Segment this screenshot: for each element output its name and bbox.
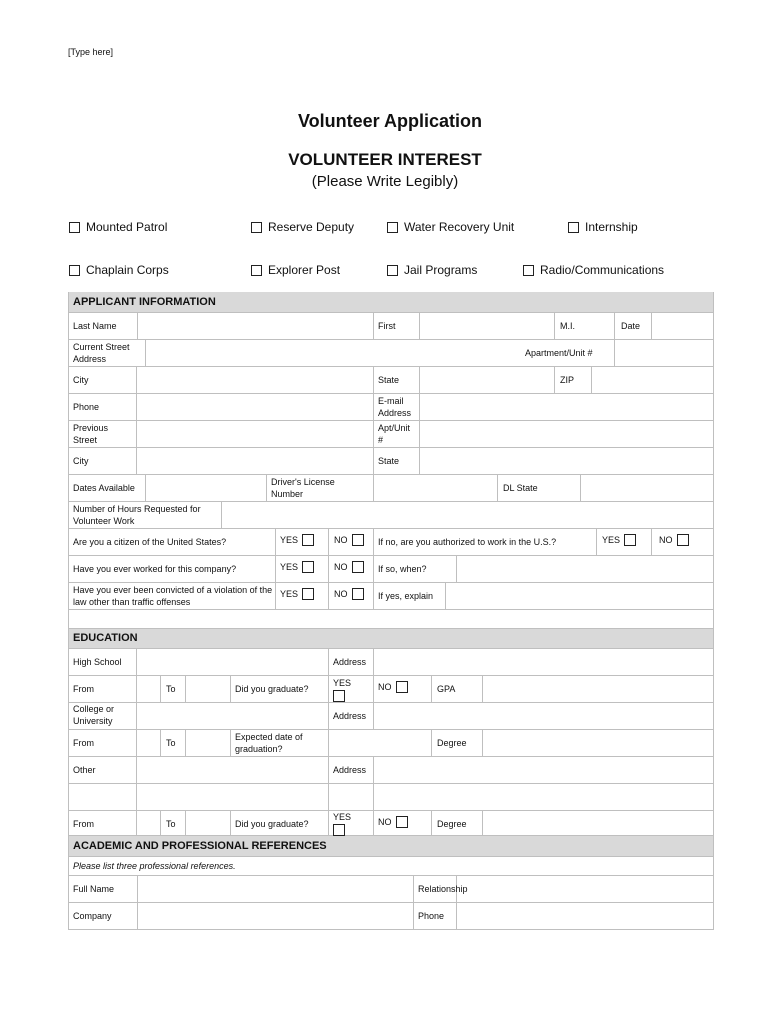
hs-from-field[interactable] bbox=[137, 676, 160, 702]
hs-from-label: From bbox=[73, 684, 94, 694]
college-degree-field[interactable] bbox=[483, 730, 713, 756]
checkbox[interactable] bbox=[251, 222, 262, 233]
option-mounted-patrol[interactable] bbox=[69, 220, 167, 234]
gpa-label: GPA bbox=[437, 684, 456, 694]
checkbox[interactable] bbox=[396, 681, 408, 693]
state-field-2[interactable] bbox=[420, 448, 713, 474]
no-label: NO bbox=[378, 682, 392, 692]
checkbox[interactable] bbox=[523, 265, 534, 276]
other-to-field[interactable] bbox=[186, 811, 230, 835]
email-field[interactable] bbox=[420, 394, 713, 420]
expected-date-label: Expected date of graduation? bbox=[235, 732, 303, 754]
checkbox[interactable] bbox=[352, 534, 364, 546]
zip-field[interactable] bbox=[592, 367, 713, 393]
phone-field[interactable] bbox=[137, 394, 373, 420]
option-label: Jail Programs bbox=[404, 263, 478, 277]
high-school-address-label: Address bbox=[333, 657, 367, 667]
if-yes-explain-label: If yes, explain bbox=[378, 591, 434, 601]
dl-state-field[interactable] bbox=[581, 475, 713, 501]
hs-graduate-label: Did you graduate? bbox=[235, 684, 309, 694]
no-label: NO bbox=[334, 562, 348, 572]
checkbox[interactable] bbox=[333, 824, 345, 836]
checkbox[interactable] bbox=[302, 561, 314, 573]
option-label: Chaplain Corps bbox=[86, 263, 169, 277]
first-name-field[interactable] bbox=[420, 313, 554, 339]
full-name-label: Full Name bbox=[73, 884, 115, 894]
date-label: Date bbox=[621, 321, 641, 331]
no-label: NO bbox=[378, 817, 392, 827]
checkbox[interactable] bbox=[624, 534, 636, 546]
checkbox[interactable] bbox=[302, 588, 314, 600]
relationship-label: Relationship bbox=[418, 884, 468, 894]
other-graduate-yes-option[interactable] bbox=[333, 811, 351, 836]
option-label: Radio/Communications bbox=[540, 263, 665, 277]
college-field[interactable] bbox=[137, 703, 328, 729]
date-field[interactable] bbox=[652, 313, 713, 339]
company-label: Company bbox=[73, 911, 112, 921]
yes-label: YES bbox=[280, 535, 299, 545]
checkbox[interactable] bbox=[387, 265, 398, 276]
mi-label: M.I. bbox=[560, 321, 575, 331]
other-from-field[interactable] bbox=[137, 811, 160, 835]
option-water-recovery-unit[interactable] bbox=[387, 220, 514, 234]
section-title: VOLUNTEER INTEREST bbox=[288, 150, 482, 169]
last-name-field[interactable] bbox=[138, 313, 373, 339]
city-label-2: City bbox=[73, 456, 89, 466]
checkbox[interactable] bbox=[302, 534, 314, 546]
checkbox[interactable] bbox=[333, 690, 345, 702]
option-label: Water Recovery Unit bbox=[404, 220, 515, 234]
authorized-yes-option[interactable] bbox=[602, 534, 636, 546]
option-label: Internship bbox=[585, 220, 638, 234]
references-note: Please list three professional references. bbox=[73, 861, 236, 871]
no-label: NO bbox=[659, 535, 673, 545]
convicted-question: Have you ever been convicted of a violation of the law other than traffic offenses bbox=[73, 585, 273, 607]
if-yes-explain-field[interactable] bbox=[446, 583, 713, 609]
instruction-text: (Please Write Legibly) bbox=[311, 173, 459, 190]
apt-unit-field[interactable] bbox=[420, 421, 713, 447]
worked-yes-option[interactable] bbox=[280, 561, 314, 573]
yes-label: YES bbox=[280, 589, 299, 599]
college-from-label: From bbox=[73, 738, 94, 748]
references-heading: ACADEMIC AND PROFESSIONAL REFERENCES bbox=[68, 835, 714, 856]
city-field[interactable] bbox=[137, 367, 373, 393]
other-graduate-label: Did you graduate? bbox=[235, 819, 309, 829]
city-label: City bbox=[73, 375, 89, 385]
other-label: Other bbox=[73, 765, 96, 775]
option-radio-communications[interactable] bbox=[523, 263, 664, 277]
checkbox[interactable] bbox=[352, 561, 364, 573]
citizen-yes-option[interactable] bbox=[280, 534, 314, 546]
option-label: Explorer Post bbox=[268, 263, 341, 277]
dl-state-label: DL State bbox=[503, 483, 538, 493]
reference-full-name-field[interactable] bbox=[138, 876, 413, 902]
reference-phone-label: Phone bbox=[418, 911, 445, 921]
checkbox[interactable] bbox=[352, 588, 364, 600]
college-address-field[interactable] bbox=[374, 703, 713, 729]
citizen-question: Are you a citizen of the United States? bbox=[73, 537, 227, 547]
option-reserve-deputy[interactable] bbox=[251, 220, 354, 234]
if-so-when-label: If so, when? bbox=[378, 564, 427, 574]
option-internship[interactable] bbox=[568, 220, 638, 234]
convicted-no-option[interactable] bbox=[334, 588, 364, 600]
option-chaplain-corps[interactable] bbox=[69, 263, 169, 277]
header-note: [Type here] bbox=[68, 47, 114, 57]
city-field-2[interactable] bbox=[137, 448, 373, 474]
email-label: E-mail Address bbox=[378, 396, 412, 418]
form-title: Volunteer Application bbox=[297, 111, 482, 131]
current-street-field[interactable] bbox=[146, 340, 516, 366]
previous-street-label: Previous Street bbox=[73, 423, 109, 445]
if-so-when-field[interactable] bbox=[457, 556, 713, 582]
other-graduate-no-option[interactable] bbox=[378, 816, 408, 828]
college-to-field[interactable] bbox=[186, 730, 230, 756]
drivers-license-label: Driver's License Number bbox=[271, 477, 335, 499]
hs-to-field[interactable] bbox=[186, 676, 230, 702]
apartment-unit-field[interactable] bbox=[615, 340, 713, 366]
phone-label: Phone bbox=[73, 402, 100, 412]
last-name-label: Last Name bbox=[73, 321, 117, 331]
yes-label: YES bbox=[333, 678, 352, 688]
college-degree-label: Degree bbox=[437, 738, 467, 748]
high-school-address-field[interactable] bbox=[374, 649, 713, 675]
drivers-license-field[interactable] bbox=[374, 475, 497, 501]
applicant-information-heading: APPLICANT INFORMATION bbox=[68, 292, 714, 312]
first-name-label: First bbox=[378, 321, 396, 331]
hours-requested-label: Number of Hours Requested for Volunteer Work bbox=[73, 504, 201, 526]
apt-unit-label: Apt/Unit # bbox=[378, 423, 411, 445]
checkbox[interactable] bbox=[568, 222, 579, 233]
high-school-label: High School bbox=[73, 657, 122, 667]
other-degree-field[interactable] bbox=[483, 811, 713, 835]
authorized-no-option[interactable] bbox=[659, 534, 689, 546]
other-address-field[interactable] bbox=[374, 757, 713, 810]
no-label: NO bbox=[334, 535, 348, 545]
other-to-label: To bbox=[166, 819, 176, 829]
expected-date-field[interactable] bbox=[329, 730, 431, 756]
college-label: College or University bbox=[73, 704, 115, 726]
dates-available-label: Dates Available bbox=[73, 483, 135, 493]
hs-graduate-yes-option[interactable] bbox=[333, 677, 351, 702]
state-label-2: State bbox=[378, 456, 400, 466]
state-label: State bbox=[378, 375, 400, 385]
checkbox[interactable] bbox=[69, 222, 80, 233]
apartment-unit-label: Apartment/Unit # bbox=[525, 348, 593, 358]
yes-label: YES bbox=[333, 812, 352, 822]
option-jail-programs[interactable] bbox=[387, 263, 477, 277]
checkbox[interactable] bbox=[396, 816, 408, 828]
checkbox[interactable] bbox=[677, 534, 689, 546]
hours-requested-field[interactable] bbox=[222, 502, 713, 528]
zip-label: ZIP bbox=[560, 375, 575, 385]
option-explorer-post[interactable] bbox=[251, 263, 340, 277]
no-label: NO bbox=[334, 589, 348, 599]
yes-label: YES bbox=[280, 562, 299, 572]
worked-no-option[interactable] bbox=[334, 561, 364, 573]
other-from-label: From bbox=[73, 819, 94, 829]
gpa-field[interactable] bbox=[483, 676, 713, 702]
dates-available-field[interactable] bbox=[146, 475, 266, 501]
hs-to-label: To bbox=[166, 684, 176, 694]
college-to-label: To bbox=[166, 738, 176, 748]
authorized-question: If no, are you authorized to work in the U.S.? bbox=[378, 537, 557, 547]
previous-street-field[interactable] bbox=[137, 421, 373, 447]
reference-company-field[interactable] bbox=[138, 903, 413, 929]
worked-question: Have you ever worked for this company? bbox=[73, 564, 237, 574]
reference-phone-field[interactable] bbox=[457, 903, 713, 929]
checkbox[interactable] bbox=[387, 222, 398, 233]
other-degree-label: Degree bbox=[437, 819, 467, 829]
option-label: Reserve Deputy bbox=[268, 220, 355, 234]
option-label: Mounted Patrol bbox=[86, 220, 168, 234]
yes-label: YES bbox=[602, 535, 621, 545]
checkbox[interactable] bbox=[251, 265, 262, 276]
college-from-field[interactable] bbox=[137, 730, 160, 756]
convicted-yes-option[interactable] bbox=[280, 588, 314, 600]
current-street-label: Current Street Address bbox=[73, 342, 130, 364]
citizen-no-option[interactable] bbox=[334, 534, 364, 546]
other-address-label: Address bbox=[333, 765, 367, 775]
education-heading: EDUCATION bbox=[68, 628, 714, 648]
high-school-field[interactable] bbox=[137, 649, 328, 675]
hs-graduate-no-option[interactable] bbox=[378, 681, 408, 693]
reference-relationship-field[interactable] bbox=[457, 876, 713, 902]
state-field[interactable] bbox=[420, 367, 554, 393]
other-field[interactable] bbox=[137, 757, 328, 810]
checkbox[interactable] bbox=[69, 265, 80, 276]
college-address-label: Address bbox=[333, 711, 367, 721]
